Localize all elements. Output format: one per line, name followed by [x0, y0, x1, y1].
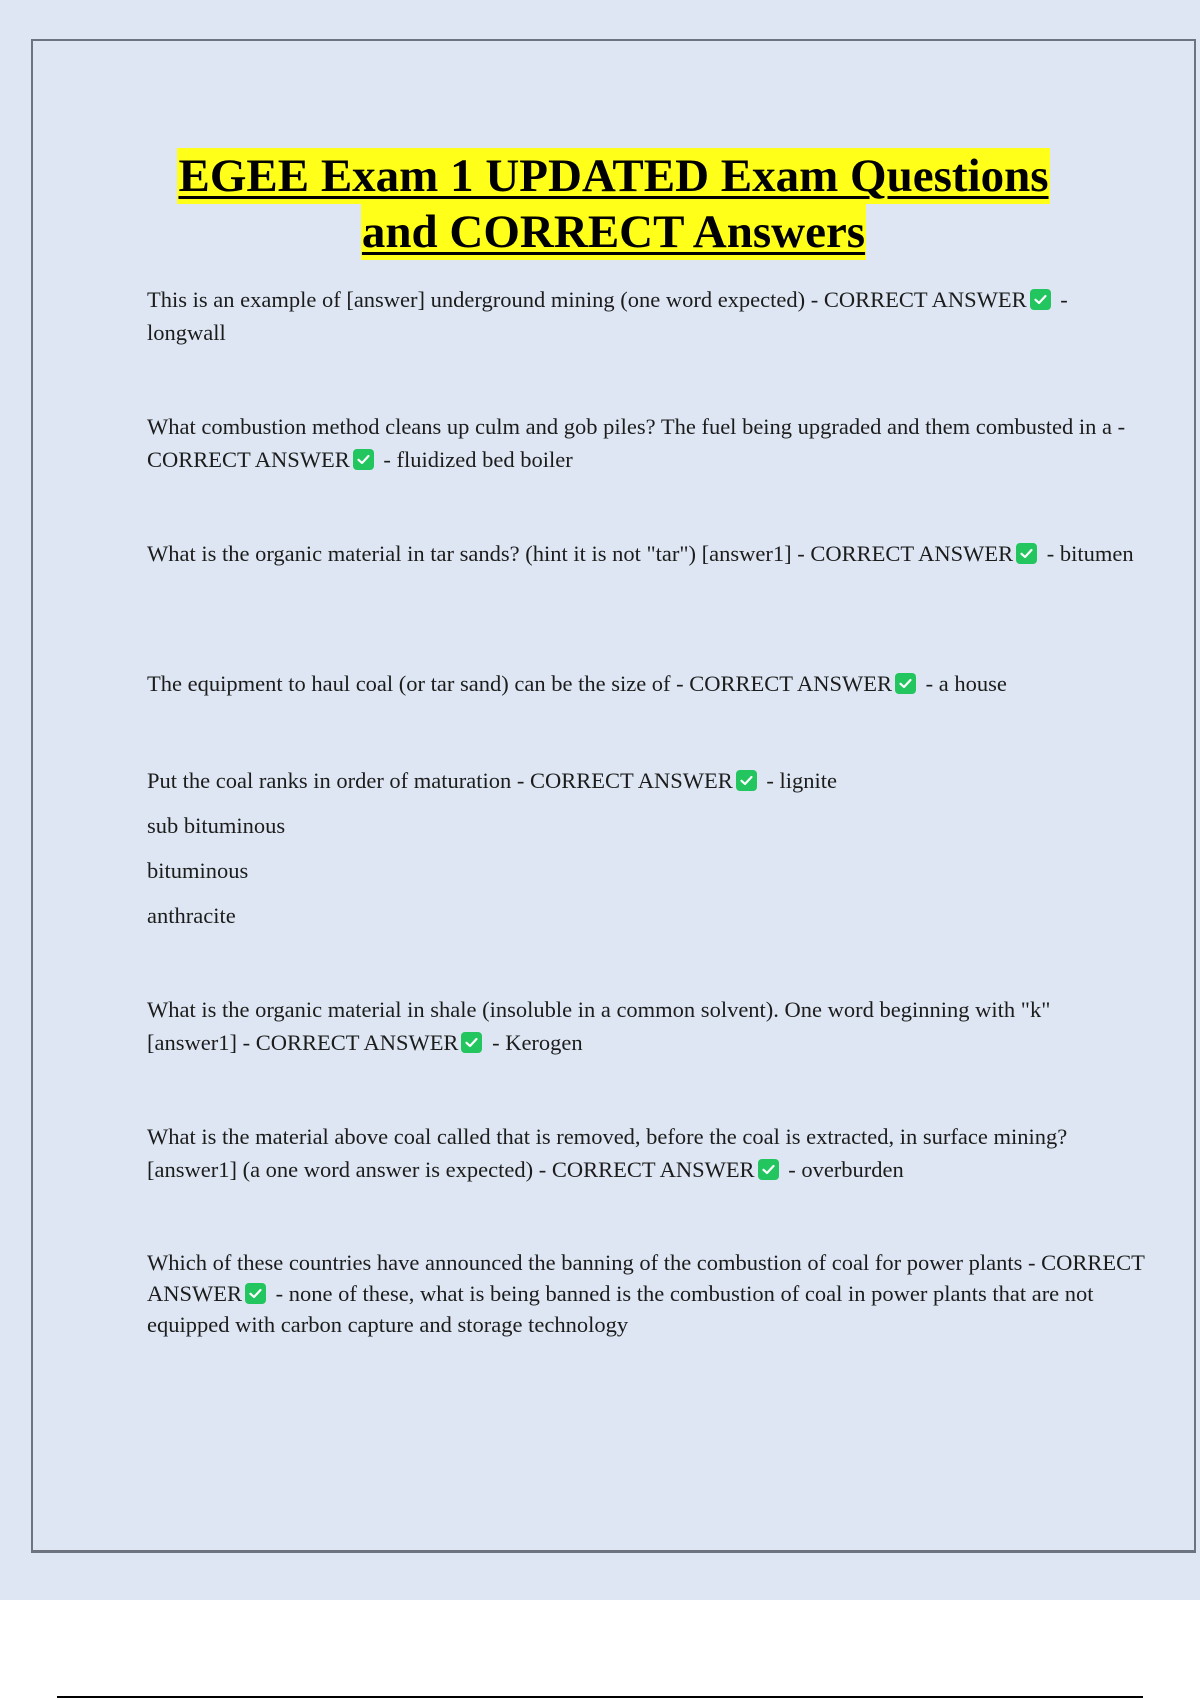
question-text: Put the coal ranks in order of maturation - CORRECT ANSWER [147, 768, 733, 793]
answer-text: - lignite [760, 768, 837, 793]
question-text: Which of these countries have announced the banning of the combustion of coal for power plants - CORRECT ANSWER [147, 1250, 1145, 1306]
green-checkmark-icon [353, 449, 374, 470]
answer-text: - Kerogen [486, 1030, 583, 1055]
answer-text: - overburden [782, 1157, 904, 1182]
qa-item [147, 283, 1137, 349]
qa-item [147, 537, 1137, 570]
qa-item [147, 667, 1157, 700]
title-line-2: and CORRECT Answers [361, 206, 866, 258]
question-text: What is the organic material in tar sands? (hint it is not "tar") [answer1] - CORRECT ANSWER [147, 541, 1014, 566]
document-page [31, 39, 1196, 1553]
green-checkmark-icon [736, 770, 757, 791]
qa-item [147, 410, 1137, 476]
answer-continuation-line: anthracite [147, 903, 236, 928]
green-checkmark-icon [895, 673, 916, 694]
question-text: What combustion method cleans up culm and gob piles? The fuel being upgraded and them combusted in a - CORRECT ANSWER [147, 414, 1126, 472]
green-checkmark-icon [1030, 289, 1051, 310]
green-checkmark-icon [758, 1159, 779, 1180]
green-checkmark-icon [245, 1283, 266, 1304]
qa-item [147, 1247, 1147, 1340]
answer-text: - fluidized bed boiler [377, 447, 573, 472]
question-text: What is the material above coal called that is removed, before the coal is extracted, in surface mining? [answer1] (a one word answer is expected) - CORRECT ANSWER [147, 1124, 1068, 1182]
answer-continuation-line: sub bituminous [147, 813, 286, 838]
qa-item [147, 993, 1137, 1059]
footer-divider [57, 1696, 1143, 1698]
answer-text: - longwall [147, 287, 1068, 345]
question-text: This is an example of [answer] underground mining (one word expected) - CORRECT ANSWER [147, 287, 1027, 312]
answer-text: - a house [920, 671, 1007, 696]
question-text: The equipment to haul coal (or tar sand) can be the size of - CORRECT ANSWER [147, 671, 893, 696]
document-title [33, 148, 1194, 260]
qa-item [147, 764, 1137, 932]
answer-continuation-line: bituminous [147, 858, 249, 883]
green-checkmark-icon [1016, 543, 1037, 564]
question-text: What is the organic material in shale (insoluble in a common solvent). One word beginning with "k" [answer1] - CORRECT ANSWER [147, 997, 1051, 1055]
answer-text: - none of these, what is being banned is the combustion of coal in power plants that are not equipped with carbon capture and storage technology [147, 1281, 1094, 1337]
answer-text: - bitumen [1041, 541, 1134, 566]
qa-item [147, 1120, 1137, 1186]
green-checkmark-icon [461, 1032, 482, 1053]
title-line-1: EGEE Exam 1 UPDATED Exam Questions [178, 150, 1049, 202]
